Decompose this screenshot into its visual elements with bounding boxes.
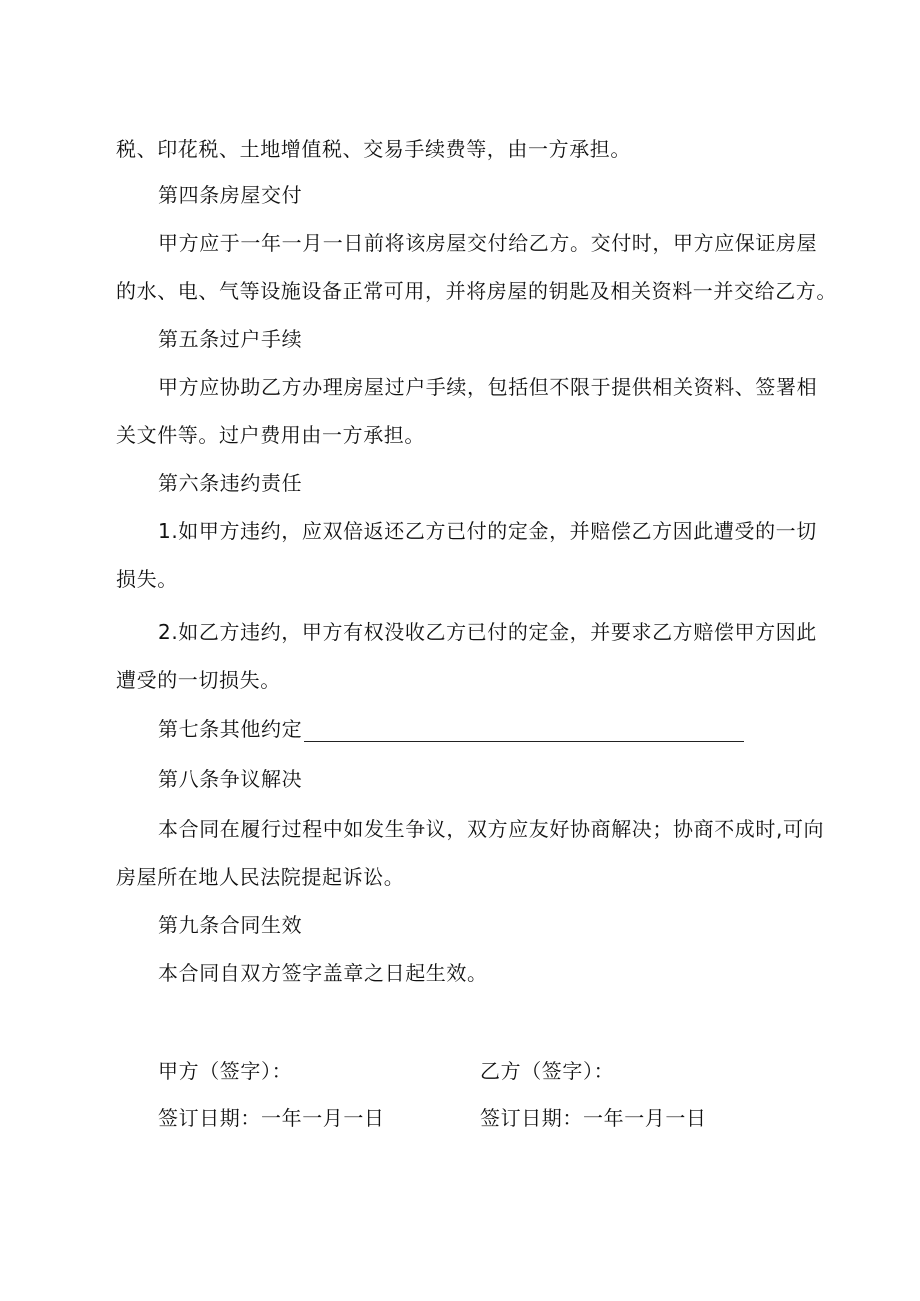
article-7-blank-line[interactable] [304,721,744,742]
article-8-text-line-2: 房屋所在地人民法院提起诉讼。 [116,865,405,889]
article-8-text-line-1: 本合同在履行过程中如发生争议，双方应友好协商解决；协商不成时,可向 [158,817,825,841]
party-a-signature-label: 甲方（签字）： [158,1059,293,1083]
article-4-text-line-2: 的水、电、气等设施设备正常可用，并将房屋的钥匙及相关资料一并交给乙方。 [116,279,837,303]
article-6-item-2-line-2: 遭受的一切损失。 [116,668,281,692]
article-7-title: 第七条其他约定 [158,717,303,741]
article-9-title: 第九条合同生效 [158,913,303,937]
article-4-text-line-1: 甲方应于一年一月一日前将该房屋交付给乙方。交付时，甲方应保证房屋 [158,231,818,255]
article-5-text-line-2: 关文件等。过户费用由一方承担。 [116,423,425,447]
party-b-sign-date: 签订日期：一年一月一日 [480,1106,707,1130]
tax-clause-continuation: 税、印花税、土地增值税、交易手续费等，由一方承担。 [116,137,631,161]
party-b-signature-label: 乙方（签字）： [480,1059,615,1083]
article-7-row [158,716,744,742]
article-6-item-1-line-1: 1.如甲方违约，应双倍返还乙方已付的定金，并赔偿乙方因此遭受的一切 [158,519,817,543]
article-4-title: 第四条房屋交付 [158,183,303,207]
party-a-sign-date: 签订日期：一年一月一日 [158,1106,385,1130]
article-6-item-1-line-2: 损失。 [116,567,178,591]
article-6-title: 第六条违约责任 [158,471,303,495]
article-6-item-2-line-1: 2.如乙方违约，甲方有权没收乙方已付的定金，并要求乙方赔偿甲方因此 [158,620,817,644]
article-9-text: 本合同自双方签字盖章之日起生效。 [158,961,488,985]
article-5-title: 第五条过户手续 [158,327,303,351]
article-8-title: 第八条争议解决 [158,767,303,791]
article-5-text-line-1: 甲方应协助乙方办理房屋过户手续，包括但不限于提供相关资料、签署相 [158,375,818,399]
